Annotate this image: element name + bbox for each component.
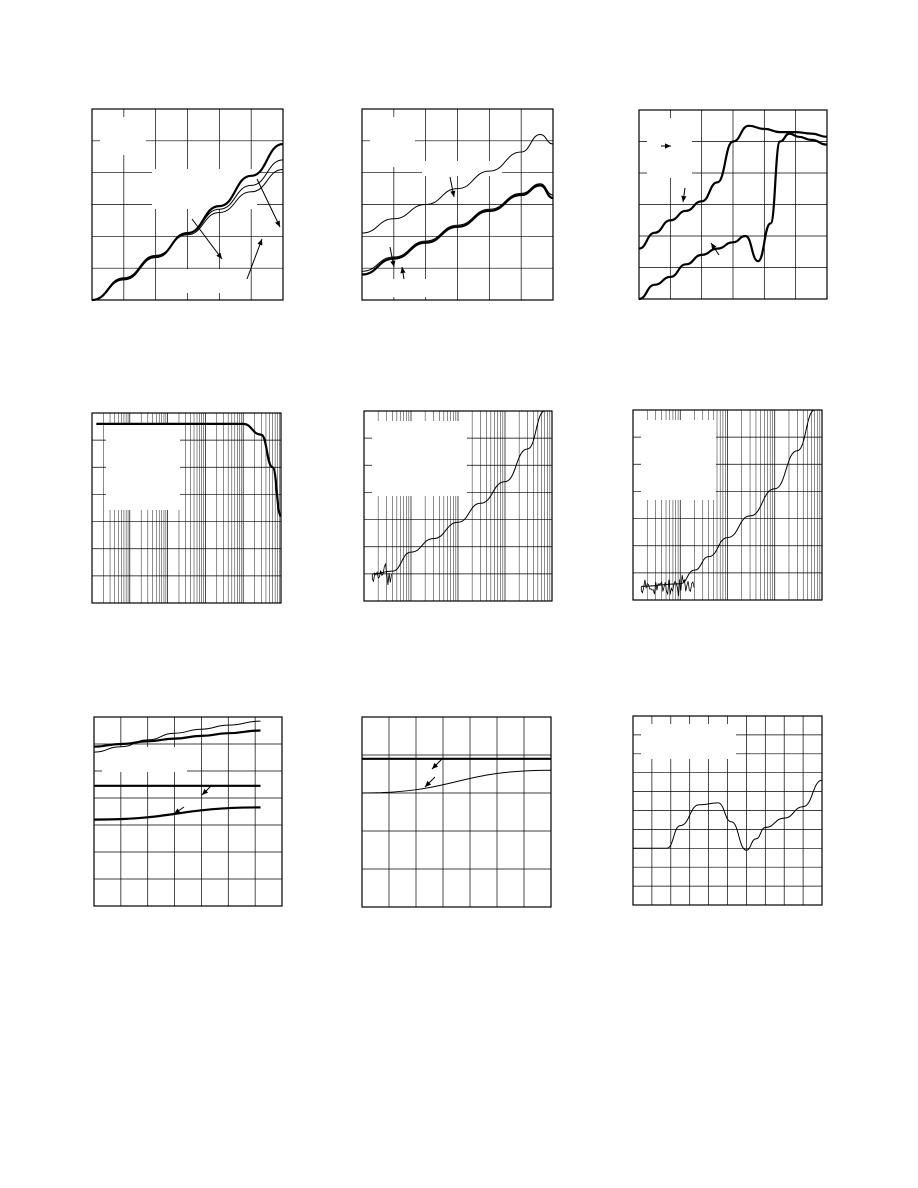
chart-svg bbox=[639, 110, 827, 299]
legend-box bbox=[422, 161, 502, 176]
pointer-arrow bbox=[257, 179, 280, 227]
noise-trace bbox=[372, 564, 391, 585]
chart-4 bbox=[92, 413, 281, 603]
chart-svg bbox=[92, 109, 283, 300]
legend-box bbox=[387, 279, 447, 297]
chart-7 bbox=[94, 717, 282, 906]
chart-5 bbox=[364, 411, 552, 601]
series-line-2 bbox=[362, 770, 551, 793]
chart-svg bbox=[633, 716, 822, 905]
pointer-arrow bbox=[192, 219, 222, 259]
legend-box bbox=[372, 421, 467, 496]
arrow-head bbox=[390, 261, 395, 267]
arrow-head bbox=[257, 239, 262, 246]
pointer-arrow bbox=[247, 239, 262, 279]
chart-svg bbox=[633, 410, 822, 600]
legend-box bbox=[641, 420, 716, 500]
chart-svg bbox=[362, 109, 553, 300]
legend-box bbox=[100, 117, 146, 155]
chart-svg bbox=[92, 413, 281, 603]
legend-box bbox=[102, 747, 187, 772]
legend-box bbox=[370, 117, 415, 167]
legend-box bbox=[182, 269, 244, 293]
chart-8 bbox=[362, 717, 551, 907]
chart-svg bbox=[94, 717, 282, 906]
arrow-head bbox=[450, 191, 455, 197]
legend-box bbox=[647, 118, 692, 178]
arrow-head bbox=[681, 196, 686, 202]
chart-9 bbox=[633, 716, 822, 905]
chart-2 bbox=[362, 109, 553, 300]
chart-svg bbox=[362, 717, 551, 907]
chart-svg bbox=[364, 411, 552, 601]
grid-lines bbox=[362, 717, 551, 907]
chart-1 bbox=[92, 109, 283, 300]
legend-box bbox=[641, 724, 736, 759]
plot-frame bbox=[362, 717, 551, 907]
legend-box bbox=[106, 425, 180, 510]
chart-6 bbox=[633, 410, 822, 600]
chart-3 bbox=[639, 110, 827, 299]
